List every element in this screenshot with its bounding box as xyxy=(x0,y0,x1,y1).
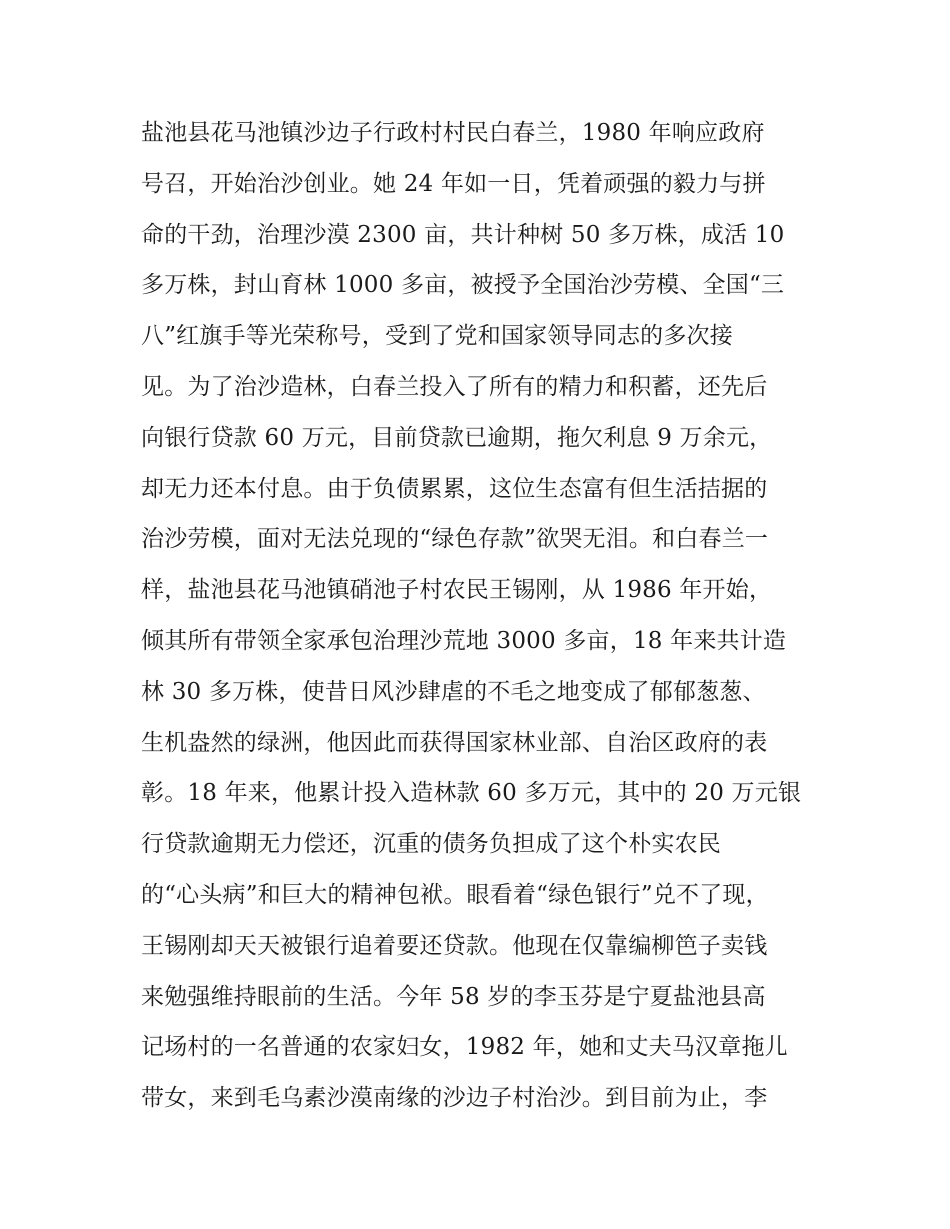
text-line: 八”红旗手等光荣称号，受到了党和国家领导同志的多次接 xyxy=(141,323,733,350)
text-line: 治沙劳模，面对无法兑现的“绿色存款”欲哭无泪。和白春兰一 xyxy=(141,526,769,553)
text-line: 带女，来到毛乌素沙漠南缘的沙边子村治沙。到目前为止，李 xyxy=(141,1085,768,1112)
text-line: 却无力还本付息。由于负债累累，这位生态富有但生活拮据的 xyxy=(141,475,768,502)
text-line: 行贷款逾期无力偿还，沉重的债务负担成了这个朴实农民 xyxy=(141,831,721,858)
text-line: 林 30 多万株，使昔日风沙肆虐的不毛之地变成了郁郁葱葱、 xyxy=(141,678,766,705)
text-line: 盐池县花马池镇沙边子行政村村民白春兰，1980 年响应政府 xyxy=(141,120,765,146)
text-line: 彰。18 年来，他累计投入造林款 60 多万元，其中的 20 万元银 xyxy=(141,780,802,807)
text-line: 生机盎然的绿洲，他因此而获得国家林业部、自治区政府的表 xyxy=(141,729,768,756)
text-line: 见。为了治沙造林，白春兰投入了所有的精力和积蓄，还先后 xyxy=(141,373,768,400)
text-line: 记场村的一名普通的农家妇女，1982 年，她和丈夫马汉章拖儿 xyxy=(141,1034,788,1061)
text-line: 向银行贷款 60 万元，目前贷款已逾期，拖欠利息 9 万余元， xyxy=(141,424,773,451)
text-line: 样，盐池县花马池镇硝池子村农民王锡刚，从 1986 年开始， xyxy=(141,577,773,604)
text-line: 的“心头病”和巨大的精神包袱。眼看着“绿色银行”兑不了现， xyxy=(141,881,769,908)
text-line: 倾其所有带领全家承包治理沙荒地 3000 多亩，18 年来共计造 xyxy=(141,627,787,654)
text-line: 号召，开始治沙创业。她 24 年如一日，凭着顽强的毅力与拼 xyxy=(141,170,766,197)
text-line: 多万株，封山育林 1000 多亩，被授予全国治沙劳模、全国“三 xyxy=(141,272,785,299)
text-line: 王锡刚却天天被银行追着要还贷款。他现在仅靠编柳笆子卖钱 xyxy=(141,932,768,959)
body-paragraph xyxy=(141,108,821,1124)
text-line: 来勉强维持眼前的生活。今年 58 岁的李玉芬是宁夏盐池县高 xyxy=(141,983,766,1010)
text-line: 命的干劲，治理沙漠 2300 亩，共计种树 50 多万株，成活 10 xyxy=(141,221,785,248)
